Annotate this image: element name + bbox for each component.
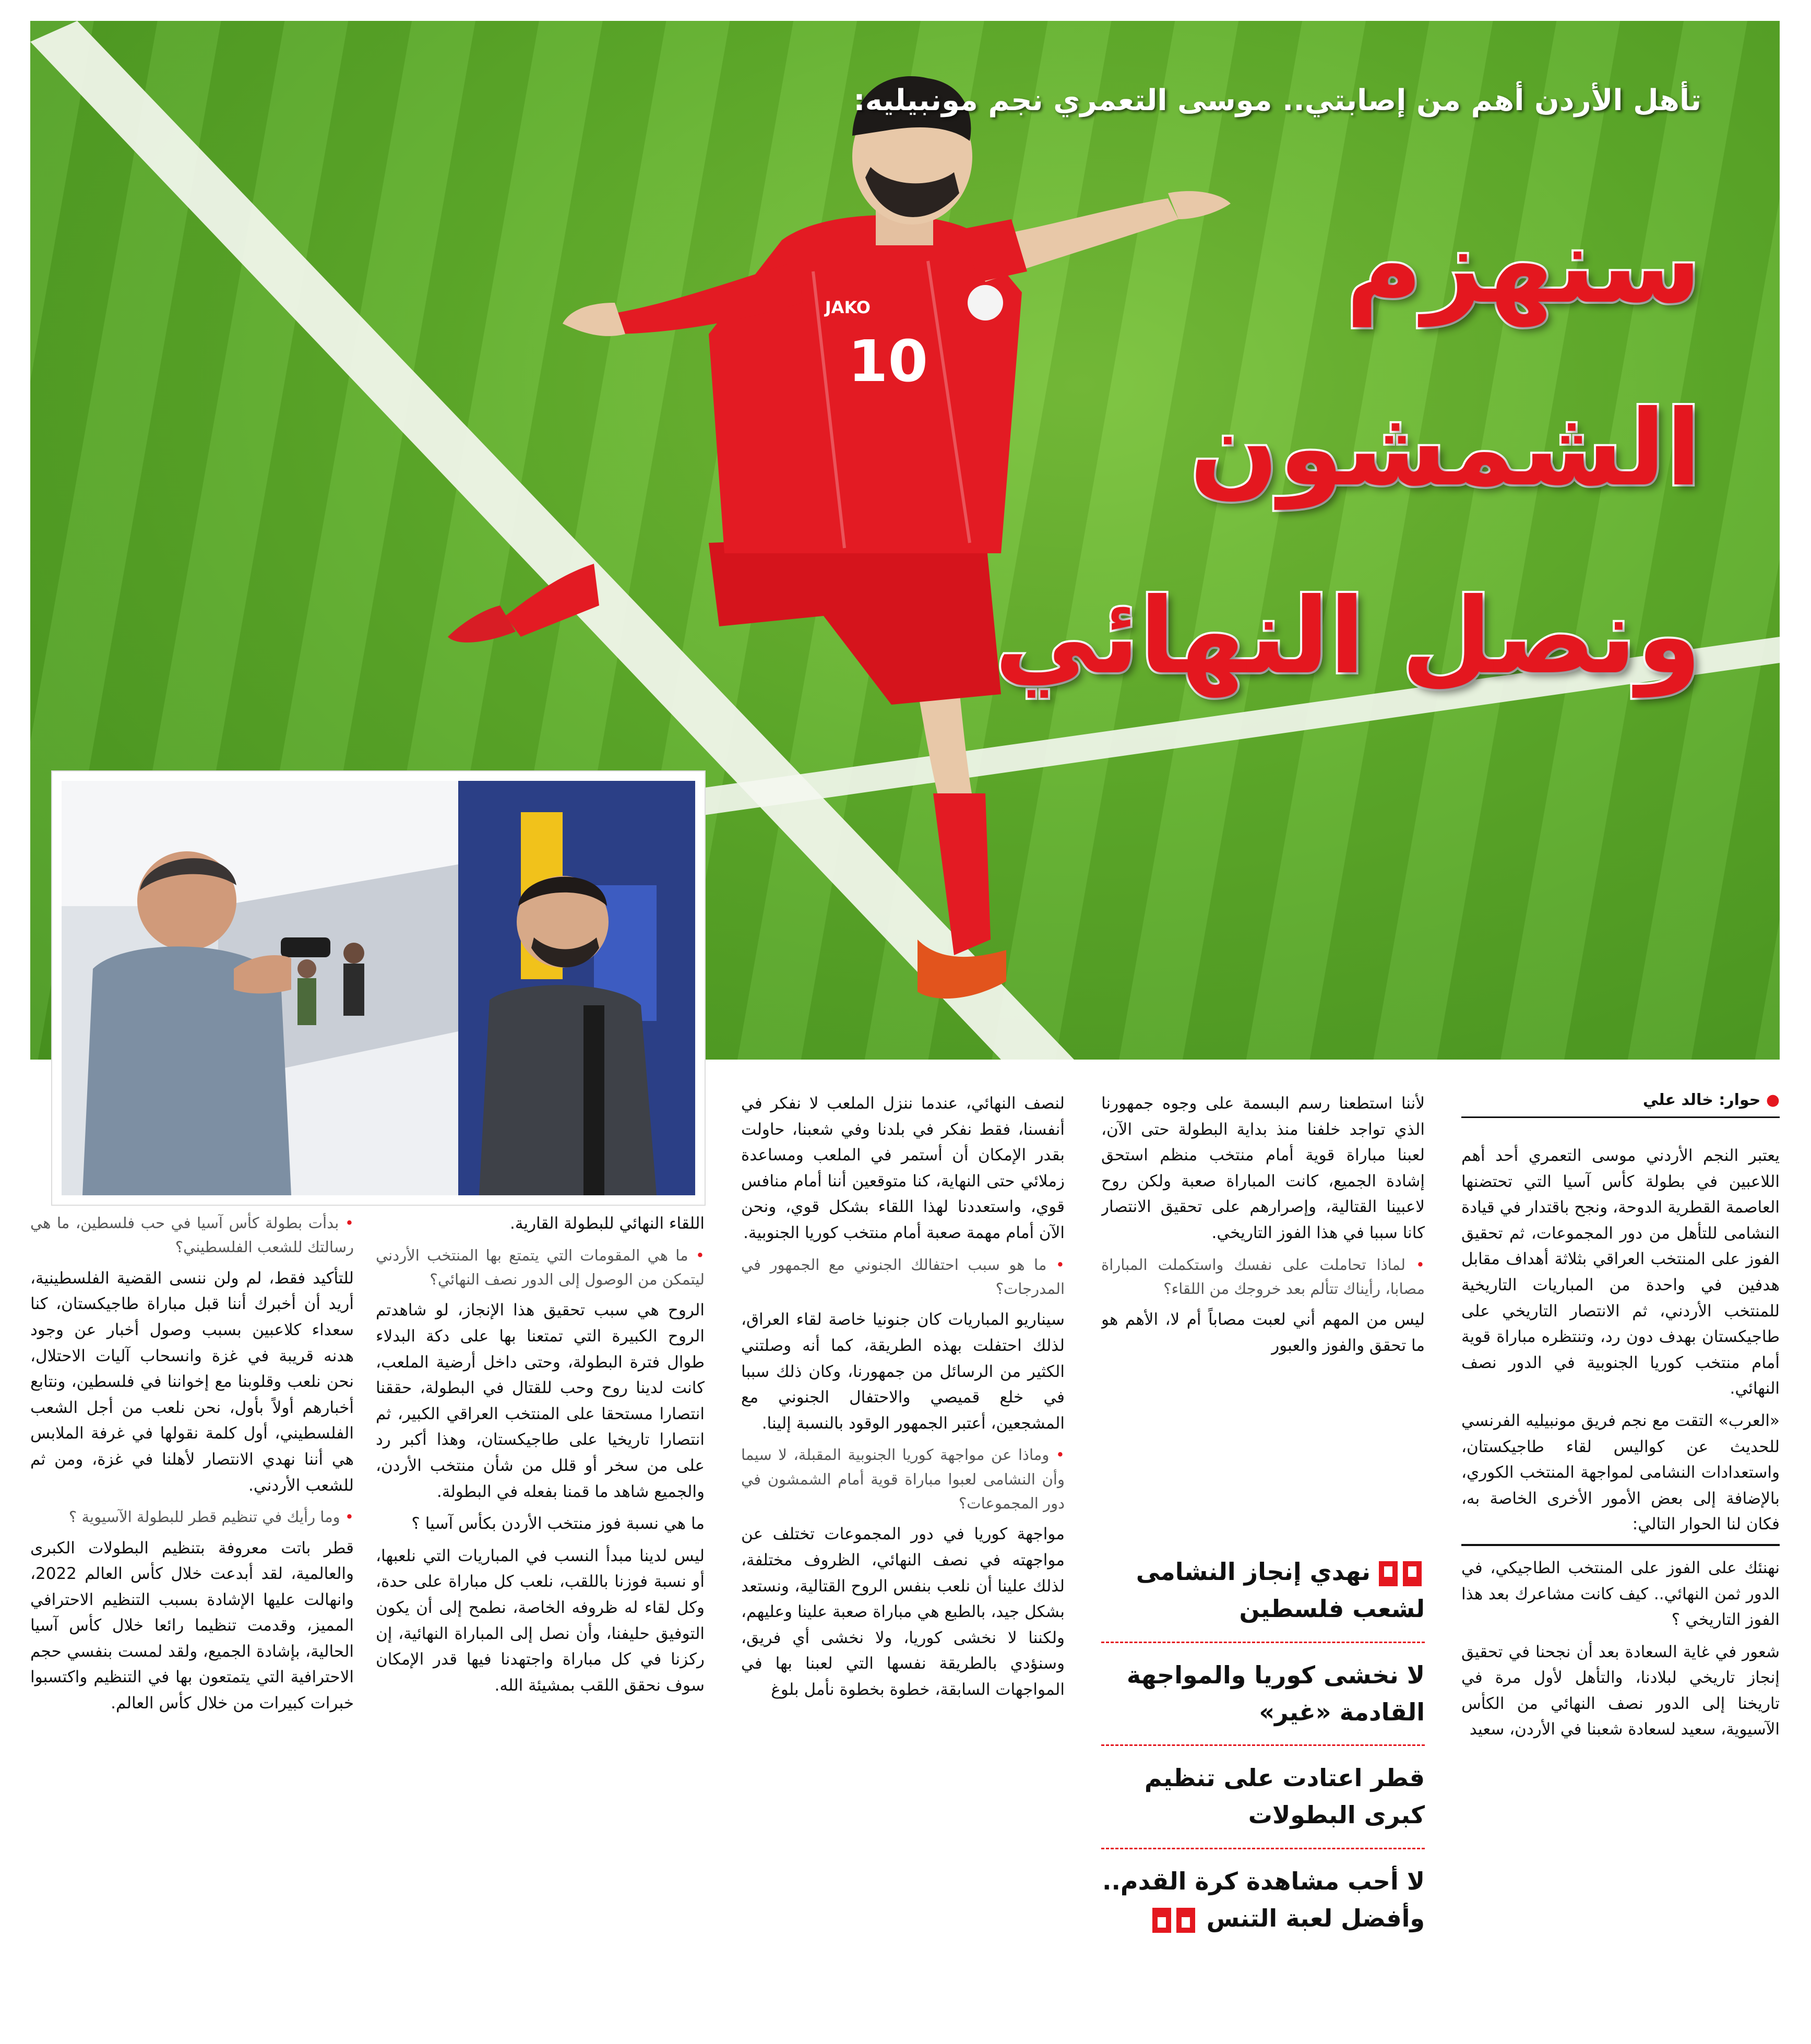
paragraph: ليس من المهم أني لعبت مصاباً أم لا، الأهم هو ما تحقق والفوز والعبور bbox=[1101, 1310, 1425, 1355]
byline-bullet-icon: ● bbox=[1766, 1091, 1780, 1109]
question-bullet-icon: • bbox=[1405, 1255, 1425, 1274]
pull-quote-4-text: لا أحب مشاهدة كرة القدم.. وأفضل لعبة التنس bbox=[1102, 1867, 1425, 1933]
column-4 bbox=[376, 1211, 705, 2030]
column-3 bbox=[741, 1091, 1065, 2030]
byline bbox=[1461, 1091, 1780, 1118]
question-bullet-icon: • bbox=[339, 1214, 354, 1232]
pull-quote-3 bbox=[1101, 1746, 1425, 1849]
paragraph: نهنئك على الفوز على المنتخب الطاجيكي، في الدور ثمن النهائي.. كيف كانت مشاعرك بعد هذا الفوز التاريخي ؟ bbox=[1461, 1558, 1780, 1630]
question-text: وماذا عن مواجهة كوريا الجنوبية المقبلة، لا سيما وأن النشامى لعبوا مباراة قوية أمام الشمشون في دور المجموعات؟ bbox=[741, 1446, 1065, 1513]
pull-quote-1 bbox=[1101, 1540, 1425, 1643]
phone-recorder bbox=[281, 937, 330, 957]
paragraph: قطر باتت معروفة بتنظيم البطولات الكبرى والعالمية، لقد أبدعت خلال كأس العالم 2022، وانهالت عليها الإشادة بسبب التنظيم الاحترافي المميز، وقدمت تنظيما رائعا خلال كأس آسيا الحالية، بإشادة الجميع، ولقد لمست بنفسي حجم الاحترافية التي يتمتعون بها في التنظيم واكتسبوا خبرات كبيرات من خلال كأس العالم. bbox=[30, 1538, 354, 1713]
paragraph: الروح هي سبب تحقيق هذا الإنجاز، لو شاهدتم الروح الكبيرة التي تمتعنا بها على دكة البدلاء طوال فترة البطولة، وحتى داخل أرضية الملعب، كانت لدينا روح وحب للقتال في البطولة، حققنا انتصارا مستحقا على المنتخب العراقي الكبير، ثم انتصارا تاريخيا على طاجيكستان، وهذا أكبر رد على من سخر أو قلل من شأن منتخب الأردن، والجميع شاهد ما قمنا بفعله في البطولة. bbox=[376, 1301, 705, 1501]
question-text: وما رأيك في تنظيم قطر للبطولة الآسيوية ؟ bbox=[68, 1508, 340, 1526]
question bbox=[376, 1243, 705, 1292]
headline-line-3: ونصل النهائي bbox=[994, 576, 1701, 697]
paragraph: لأننا استطعنا رسم البسمة على وجوه جمهورنا الذي تواجد خلفنا منذ بداية البطولة حتى الآن، لعبنا مباراة قوية أمام منتخب منظم استحق إشادة الجميع، كانت المباراة صعبة ولكن روح لاعبينا القتالية، وإصرارهم على تحقيق الانتصار كانا سببا في هذا الفوز التاريخي. bbox=[1101, 1094, 1425, 1242]
question bbox=[741, 1443, 1065, 1515]
paragraph: شعور في غاية السعادة بعد أن نجحنا في تحقيق إنجاز تاريخي لبلادنا، والتأهل لأول مرة في تاريخنا إلى الدور نصف النهائي من الكأس الآسيوية، سعيد لسعادة شعبنا في الأردن، سعيد bbox=[1461, 1642, 1780, 1739]
divider bbox=[1461, 1544, 1780, 1546]
question-bullet-icon: • bbox=[688, 1246, 705, 1264]
paragraph: ليس لدينا مبدأ النسب في المباريات التي نلعبها، أو نسبة فوزنا باللقب، نلعب كل مباراة على حدة، وكل لقاء له ظروفه الخاصة، نطمح إلى أن يكون التوفيق حليفنا، وأن نصل إلى المباراة النهائية، إن ركزنا في كل مباراة واجتهدنا فيها قدر الإمكان سوف نحقق اللقب بمشيئة الله. bbox=[376, 1546, 705, 1695]
pull-quote-1-text: نهدي إنجاز النشامى لشعب فلسطين bbox=[1136, 1558, 1425, 1623]
pull-quote-4 bbox=[1101, 1849, 1425, 1951]
red-quote-icon bbox=[1377, 1558, 1425, 1589]
red-quote-icon bbox=[1150, 1905, 1198, 1936]
pull-quotes bbox=[1101, 1540, 1425, 1951]
question bbox=[1101, 1253, 1425, 1301]
paragraph: سيناريو المباريات كان جنونيا خاصة لقاء العراق، لذلك احتفلت بهذه الطريقة، كما أنه وصلتني الكثير من الرسائل من جمهورنا، وكان ذلك سببا في خلع قميصي والاحتفال الجنوني مع المشجعين، أعتبر الجمهور الوقود بالنسبة إلينا. bbox=[741, 1310, 1065, 1433]
headline-line-2: الشمشون bbox=[1189, 388, 1701, 509]
jersey-number: 10 bbox=[848, 328, 928, 395]
jersey-brand: JAKO bbox=[825, 298, 871, 317]
paragraph: مواجهة كوريا في دور المجموعات تختلف عن مواجهته في نصف النهائي، الظروف مختلفة، لذلك علينا أن نلعب بنفس الروح القتالية، ونستعد بشكل جيد، بالطبع هي مباراة صعبة علينا وعليهم، ولكننا لا نخشى كوريا، ولا نخشى أي فريق، وسنؤدي بالطريقة نفسها التي لعبنا بها في المواجهات السابقة، خطوة بخطوة نأمل بلوغ bbox=[741, 1525, 1065, 1700]
question-bullet-icon: • bbox=[340, 1508, 354, 1526]
paragraph: «العرب» التقت مع نجم فريق مونبيليه الفرنسي للحديث عن كواليس لقاء طاجيكستان، واستعدادات النشامى لمواجهة المنتخب الكوري، بالإضافة إلى بعض الأمور الأخرى الخاصة به، فكان لنا الحوار التالي: bbox=[1461, 1411, 1780, 1534]
question-bullet-icon: • bbox=[1049, 1446, 1065, 1464]
question bbox=[741, 1253, 1065, 1301]
paragraph: يعتبر النجم الأردني موسى التعمري أحد أهم اللاعبين في بطولة كأس آسيا التي تحتضنها العاصمة القطرية الدوحة، ونجح باقتدار في قيادة النشامى للتأهل من دور المجموعات، ثم تحقيق الفوز على المنتخب العراقي بثلاثة أهداف مقابل هدفين في واحدة من المباريات التاريخية للمنتخب الأردني، ثم الانتصار التاريخي على طاجيكستان بهدف دون رد، وتنتظره مباراة قوية أمام منتخب كوريا الجنوبية في الدور نصف النهائي. bbox=[1461, 1146, 1780, 1398]
question-text: ما هو سبب احتفالك الجنوني مع الجمهور في المدرجات؟ bbox=[741, 1255, 1065, 1298]
question-text: لماذا تحاملت على نفسك واستكملت المباراة مصابا، رأيناك تتألم بعد خروجك من اللقاء؟ bbox=[1101, 1255, 1425, 1298]
pull-quote-2-text: لا نخشى كوريا والمواجهة القادمة «غير» bbox=[1126, 1660, 1425, 1726]
byline-text: حوار: خالد علي bbox=[1642, 1091, 1761, 1109]
interview-photo-image bbox=[62, 781, 695, 1195]
question-bullet-icon: • bbox=[1046, 1255, 1065, 1274]
paragraph: اللقاء النهائي للبطولة القارية. bbox=[509, 1214, 705, 1233]
column-5 bbox=[30, 1211, 354, 2030]
paragraph: للتأكيد فقط، لم ولن ننسى القضية الفلسطينية، أريد أن أخبرك أننا قبل مباراة طاجيكستان، كنا سعداء كلاعبين بسبب وصول أخبار عن وجود هدنه قريبة في غزة وانسحاب آليات الاحتلال، نحن نلعب وقلوبنا مع إخواننا في فلسطين، ونتابع أخبارهم أولاً بأول، نحن نلعب من أجل الشعب الفلسطيني، أول كلمة نقولها في غرفة الملابس هي أننا نهدي الانتصار لأهلنا في غزة، ومن ثم للشعب الأردني. bbox=[30, 1268, 354, 1495]
interview-photo bbox=[52, 771, 705, 1205]
headline-line-1: سنهزم bbox=[1345, 205, 1701, 327]
pull-quote-2 bbox=[1101, 1643, 1425, 1746]
kicker: تأهل الأردن أهم من إصابتي.. موسى التعمري نجم مونبيليه: bbox=[853, 84, 1701, 117]
column-1 bbox=[1461, 1143, 1780, 2030]
question-text: بدأت بطولة كأس آسيا في حب فلسطين، ما هي رسالتك للشعب الفلسطيني؟ bbox=[30, 1214, 354, 1256]
jersey-crest bbox=[968, 285, 1003, 320]
question bbox=[30, 1211, 354, 1259]
paragraph: ما هي نسبة فوز منتخب الأردن بكأس آسيا ؟ bbox=[411, 1514, 705, 1534]
question bbox=[30, 1505, 354, 1529]
paragraph: لنصف النهائي، عندما ننزل الملعب لا نفكر في أنفسنا، فقط نفكر في بلدنا وفي شعبنا، حاولت بقدر الإمكان أن أستمر في الملعب ومساعدة زملائي حتى النهاية، كنا متوقعين أننا أمام منافس قوي، واستعددنا لهذا اللقاء بشكل قوي، ونحن الآن أمام مهمة صعبة أمام منتخب كوريا الجنوبية. bbox=[741, 1094, 1065, 1242]
pull-quote-3-text: قطر اعتادت على تنظيم كبرى البطولات bbox=[1144, 1764, 1425, 1829]
question-text: ما هي المقومات التي يتمتع بها المنتخب الأردني ليتمكن من الوصول إلى الدور نصف النهائي؟ bbox=[376, 1246, 705, 1288]
column-2 bbox=[1101, 1091, 1425, 1508]
